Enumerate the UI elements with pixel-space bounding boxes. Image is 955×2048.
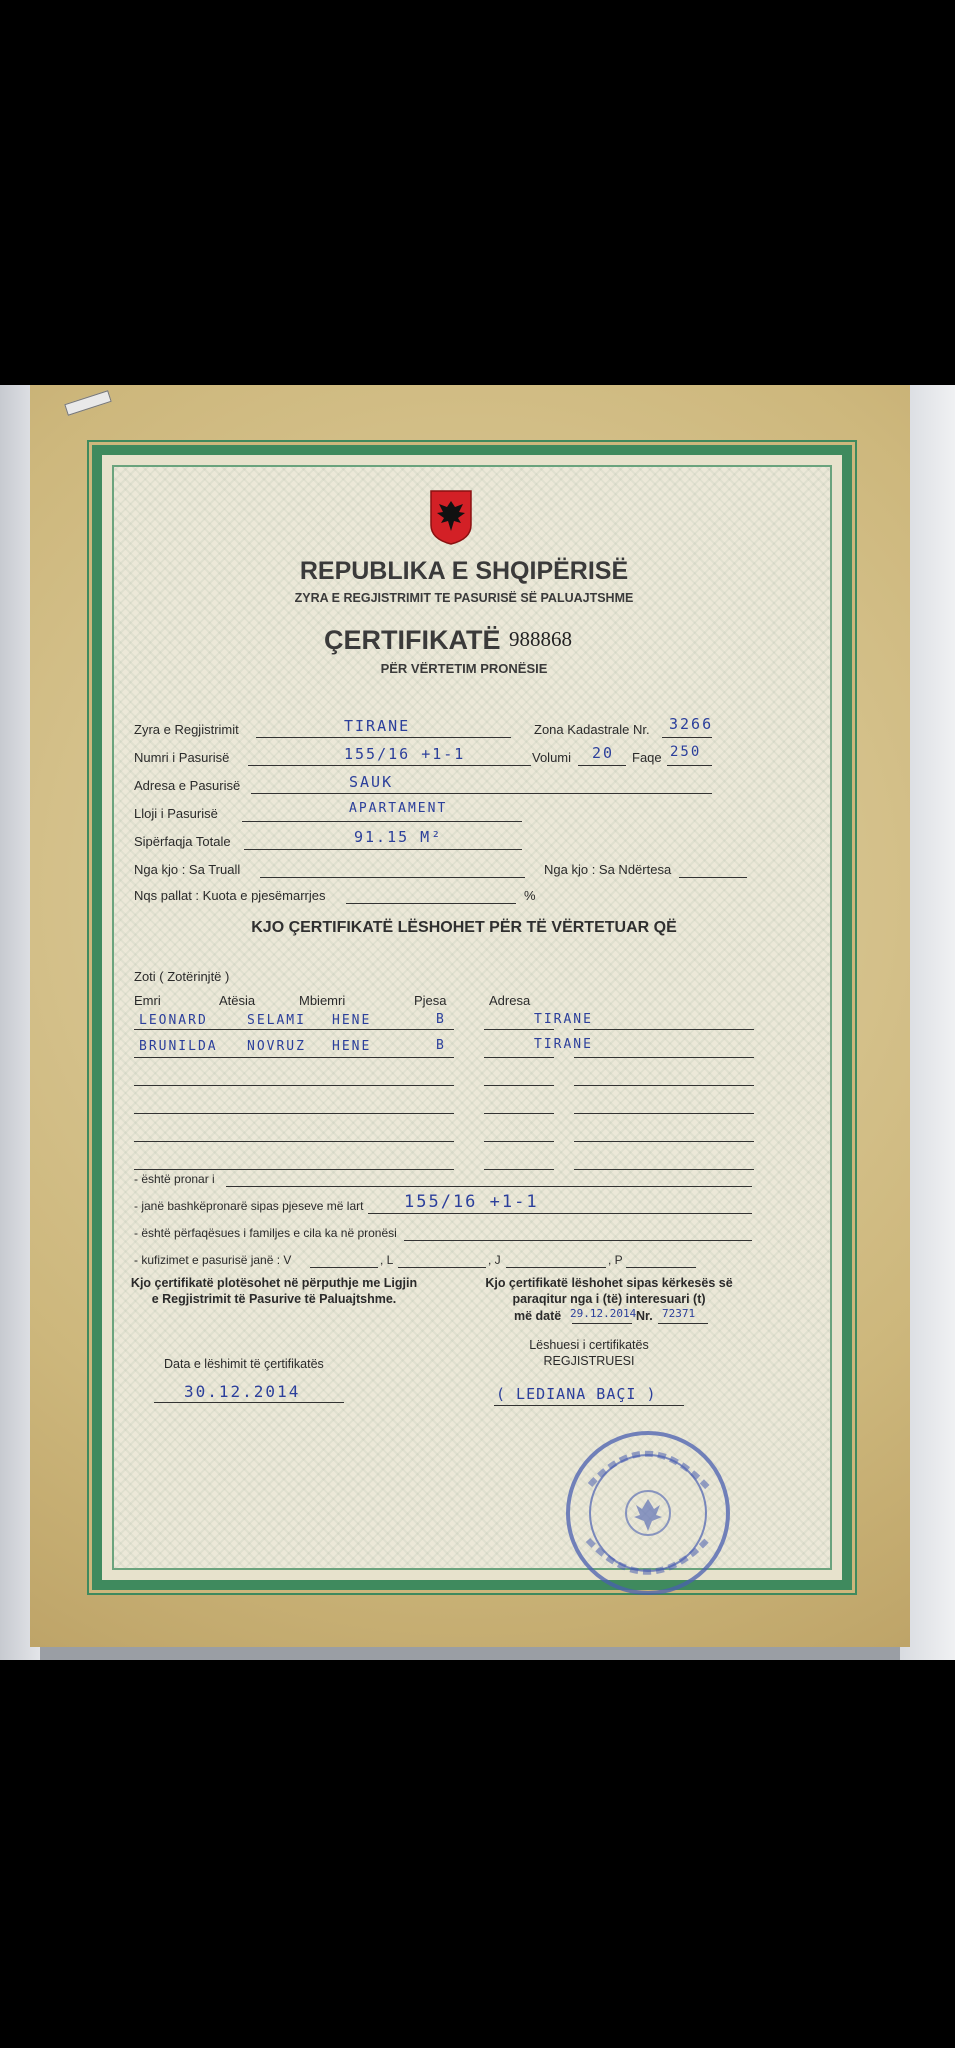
owner-row-line	[134, 1029, 454, 1030]
faqe-line	[667, 765, 712, 766]
zyra-line	[256, 737, 511, 738]
issuer-signature-name: ( LEDIANA BAÇI )	[496, 1385, 657, 1403]
clause-j: , J	[488, 1253, 501, 1267]
siperfaqja-value: 91.15 M²	[354, 828, 443, 846]
owner-2-mbiemri: HENE	[332, 1039, 372, 1054]
clause-bashkepronare-value: 155/16 +1-1	[404, 1192, 539, 1212]
kufizimet-p-line	[626, 1267, 696, 1268]
request-nr-line	[658, 1323, 708, 1324]
faqe-value: 250	[670, 744, 702, 760]
certificate-statement: KJO ÇERTIFIKATË LËSHOHET PËR TË VËRTETUAR QË	[251, 919, 677, 936]
zyra-label: Zyra e Regjistrimit	[134, 722, 239, 737]
kufizimet-l-line	[398, 1267, 486, 1268]
adresa-label: Adresa e Pasurisë	[134, 778, 241, 793]
issuer-label	[509, 1337, 669, 1369]
owner-row-line	[484, 1029, 554, 1030]
clause-perfaqesues: - është përfaqësues i familjes e cila ka në pronësi	[134, 1226, 397, 1240]
numri-label: Numri i Pasurisë	[134, 750, 230, 765]
owner-1-atesia: SELAMI	[247, 1013, 306, 1028]
clause-p: , P	[608, 1253, 623, 1267]
col-atesia: Atësia	[219, 993, 256, 1008]
owner-row-line	[484, 1141, 554, 1142]
siperfaqja-line	[244, 849, 522, 850]
owner-row-line	[134, 1085, 454, 1086]
volumi-value: 20	[592, 744, 615, 762]
col-adresa: Adresa	[489, 993, 531, 1008]
col-pjesa: Pjesa	[414, 993, 447, 1008]
col-mbiemri: Mbiemri	[299, 993, 346, 1008]
owner-1-emri: LEONARD	[139, 1013, 208, 1028]
footer-request-date-label: më datë	[514, 1309, 562, 1323]
certificate-subtitle: PËR VËRTETIM PRONËSIE	[380, 661, 548, 676]
clause-pronar: - është pronar i	[134, 1172, 215, 1186]
owner-2-pjesa: B	[436, 1038, 446, 1053]
faqe-label: Faqe	[632, 750, 662, 765]
lloji-value: APARTAMENT	[349, 801, 448, 816]
owner-row-line	[484, 1085, 554, 1086]
percent-sign: %	[524, 888, 536, 903]
zona-label: Zona Kadastrale Nr.	[534, 722, 650, 737]
request-nr: 72371	[662, 1307, 696, 1320]
signature-line	[494, 1405, 684, 1406]
request-nr-label: Nr.	[636, 1309, 653, 1323]
owners-label: Zoti ( Zotërinjtë )	[134, 969, 230, 984]
issue-date-line	[154, 1402, 344, 1403]
numri-line	[248, 765, 531, 766]
adresa-value: SAUK	[349, 773, 394, 791]
owner-row-line	[574, 1169, 754, 1170]
certificate-title: ÇERTIFIKATË	[324, 625, 501, 655]
republic-title: REPUBLIKA E SHQIPËRISË	[299, 557, 629, 585]
issue-date-label: Data e lëshimit të çertifikatës	[164, 1357, 324, 1371]
issuer-label-line1: Lëshuesi i certifikatës	[529, 1338, 649, 1352]
siperfaqja-label: Sipërfaqja Totale	[134, 834, 231, 849]
col-emri: Emri	[134, 993, 161, 1008]
pallat-label: Nqs pallat : Kuota e pjesëmarrjes	[134, 888, 326, 903]
clause-kufizimet: - kufizimet e pasurisë janë : V	[134, 1253, 292, 1267]
volumi-label: Volumi	[532, 750, 572, 765]
staple	[64, 390, 111, 416]
truall-line	[260, 877, 525, 878]
owner-row-line	[484, 1113, 554, 1114]
request-date: 29.12.2014	[570, 1307, 637, 1320]
clause-bashkepronare: - janë bashkëpronarë sipas pjeseve më lart	[134, 1199, 364, 1213]
certificate-number: 988868	[509, 627, 572, 651]
owner-row-line	[484, 1169, 554, 1170]
owner-1-mbiemri: HENE	[332, 1013, 372, 1028]
owner-2-atesia: NOVRUZ	[247, 1039, 306, 1054]
certificate-body	[112, 465, 832, 1570]
owner-row-line	[574, 1057, 754, 1058]
owner-1-adresa: TIRANE	[534, 1012, 593, 1027]
clause-pronar-line	[226, 1186, 752, 1187]
lloji-line	[242, 821, 522, 822]
kufizimet-j-line	[506, 1267, 606, 1268]
owner-row-line	[574, 1141, 754, 1142]
kufizimet-v-line	[310, 1267, 378, 1268]
footer-right-text: Kjo çertifikatë lëshohet sipas kërkesës së paraqitur nga i (të) interesuari (t)	[485, 1276, 733, 1306]
lloji-label: Lloji i Pasurisë	[134, 806, 218, 821]
owner-2-adresa: TIRANE	[534, 1037, 593, 1052]
zona-value: 3266	[669, 715, 714, 733]
owner-row-line	[134, 1057, 454, 1058]
request-date-line	[572, 1323, 632, 1324]
ndertesa-line	[679, 877, 747, 878]
zona-line	[662, 737, 712, 738]
owner-row-line	[134, 1113, 454, 1114]
certificate	[30, 385, 910, 1647]
truall-label: Nga kjo : Sa Truall	[134, 862, 241, 877]
owner-row-line	[574, 1113, 754, 1114]
owner-1-pjesa: B	[436, 1012, 446, 1027]
zyra-value: TIRANE	[344, 717, 411, 735]
owner-row-line	[574, 1029, 754, 1030]
numri-value: 155/16 +1-1	[344, 745, 466, 763]
footer-left-text: Kjo çertifikatë plotësohet në përputhje me Ligjin e Regjistrimit të Pasurive të Paluajtshme.	[130, 1276, 418, 1306]
photo-background	[0, 385, 955, 1660]
owner-2-emri: BRUNILDA	[139, 1039, 218, 1054]
clause-perfaqesues-line	[404, 1240, 752, 1241]
owner-row-line	[134, 1141, 454, 1142]
owner-row-line	[484, 1057, 554, 1058]
pallat-line	[346, 903, 516, 904]
volumi-line	[578, 765, 626, 766]
owner-row-line	[134, 1169, 454, 1170]
certificate-frame	[92, 445, 852, 1590]
clause-bashkepronare-line	[368, 1213, 752, 1214]
owner-row-line	[574, 1085, 754, 1086]
official-stamp-icon	[560, 1425, 735, 1600]
albanian-eagle-emblem-icon	[429, 489, 473, 545]
issuer-label-line2: REGJISTRUESI	[543, 1354, 635, 1368]
issue-date: 30.12.2014	[184, 1382, 301, 1401]
office-title: ZYRA E REGJISTRIMIT TE PASURISË SË PALUAJTSHME	[294, 591, 634, 605]
adresa-line	[251, 793, 712, 794]
clause-l: , L	[380, 1253, 394, 1267]
ndertesa-label: Nga kjo : Sa Ndërtesa	[544, 862, 672, 877]
